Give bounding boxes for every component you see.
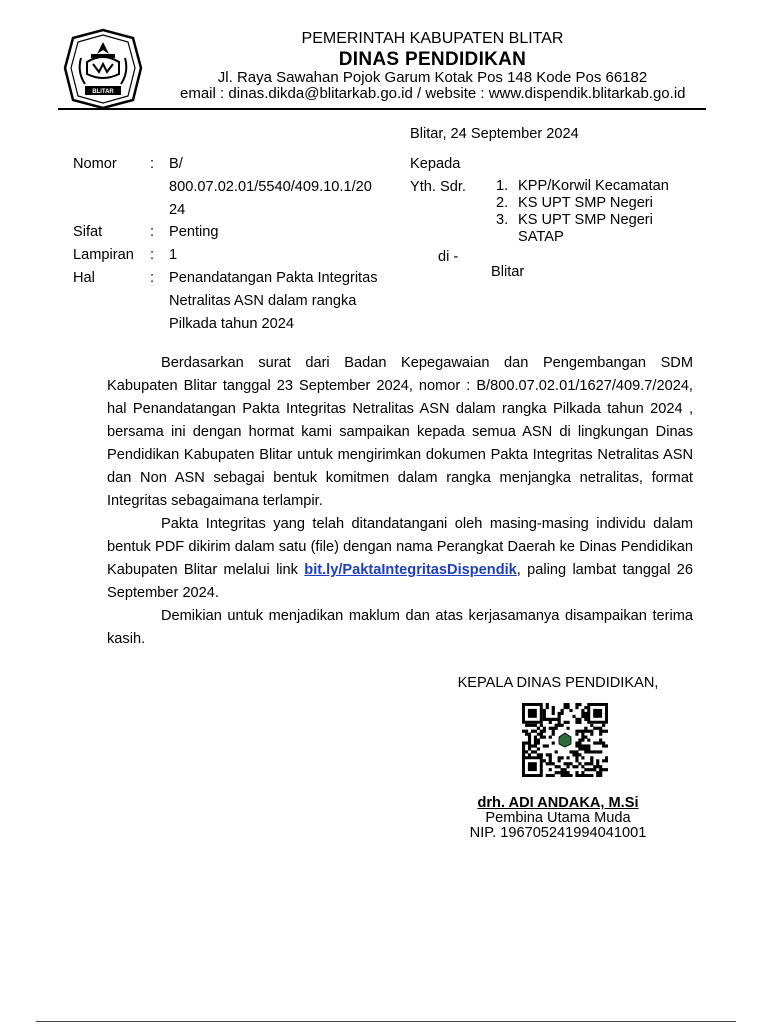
hal-value-line1: Penandatangan Pakta Integritas [169,270,378,286]
recipient-place: Blitar [491,264,525,280]
recipient-list-item [496,195,653,212]
nomor-value-line1: B/ [169,156,183,172]
body-paragraph-1-text: Berdasarkan surat dari Badan Kepegawaian dan Pengembangan SDM Kabupaten Blitar tanggal 23 September 2024, nomor : B/800.07.02.01/1627/409.7/2024, hal Penandatangan Pakta Integritas Netralitas ASN dalam rangka Pilkada tahun 2024 , bersama ini dengan hormat kami sampaikan kepada semua ASN di lingkungan Dinas Pendidikan Kabupaten Blitar untuk mengirimkan dokumen Pakta Integritas Netralitas ASN dan Non ASN sebagai bentuk komitmen dalam rangka menjangka netralitas, format Integritas sebagaimana terlampir. [107,355,693,509]
nomor-colon: : [150,156,155,172]
sifat-value: Penting [169,224,219,240]
recipient-number: 3. [496,212,509,228]
body-paragraph-2-text: Pakta Integritas yang telah ditandatangani oleh masing-masing individu dalam bentuk PDF dikirim dalam satu (file) dengan nama Perangkat Daerah ke Dinas Pendidikan Kabupaten Blitar melalui link [107,516,693,578]
sifat-label: Sifat [73,224,103,240]
recipient-list-item [496,178,669,195]
kepada-label: Kepada [410,156,461,172]
body-paragraph-3-text: Demikian untuk menjadikan maklum dan atas kerjasamanya disampaikan terima kasih. [107,608,693,647]
kop-divider [58,108,706,110]
lampiran-colon: : [150,247,155,263]
yth-label: Yth. Sdr. [410,179,466,195]
letter-body [107,352,693,651]
recipient-list-item [496,212,653,229]
kop-address: Jl. Raya Sawahan Pojok Garum Kotak Pos 148 Kode Pos 66182 [217,69,648,86]
recipient-text: KPP/Korwil Kecamatan [518,178,669,194]
di-label: di - [438,249,459,265]
recipient-item3-continuation: SATAP [518,229,564,245]
qr-code [522,703,608,777]
body-paragraph-1 [107,352,693,513]
signatory-name: drh. ADI ANDAKA, M.Si [477,795,639,811]
nomor-label: Nomor [73,156,117,172]
pakta-integritas-link[interactable]: bit.ly/PaktaIntegritasDispendik [304,562,517,578]
kop-contact: email : dinas.dikda@blitarkab.go.id / website : www.dispendik.blitarkab.go.id [180,85,686,102]
nomor-value-line2: 800.07.02.01/5540/409.10.1/20 [169,179,372,195]
hal-value-line2: Netralitas ASN dalam rangka [169,293,357,309]
hal-label: Hal [73,270,95,286]
recipient-text: KS UPT SMP Negeri [518,212,653,228]
lampiran-label: Lampiran [73,247,134,263]
qr-code-icon [522,703,608,777]
recipient-number: 1. [496,178,509,194]
body-paragraph-2-tail: , paling lambat tanggal 26 September 2024. [107,562,694,601]
body-paragraph-2 [107,513,693,605]
signature-title: KEPALA DINAS PENDIDIKAN, [457,675,659,691]
hal-value-line3: Pilkada tahun 2024 [169,316,294,332]
letter-date: Blitar, 24 September 2024 [410,126,579,142]
signatory-nip: NIP. 196705241994041001 [469,825,647,841]
kop-government: PEMERINTAH KABUPATEN BLITAR [301,30,564,47]
signatory-rank: Pembina Utama Muda [485,810,631,826]
recipient-number: 2. [496,195,509,211]
logo-emblem [63,28,143,110]
hal-colon: : [150,270,155,286]
kop-agency-title: DINAS PENDIDIKAN [338,49,527,70]
sifat-colon: : [150,224,155,240]
svg-text:BLITAR: BLITAR [92,89,114,95]
footer-divider [36,1021,736,1022]
body-paragraph-3 [107,605,693,651]
lampiran-value: 1 [169,247,178,263]
nomor-value-line3: 24 [169,202,186,218]
recipient-text: KS UPT SMP Negeri [518,195,653,211]
blitar-emblem-icon [63,28,143,110]
